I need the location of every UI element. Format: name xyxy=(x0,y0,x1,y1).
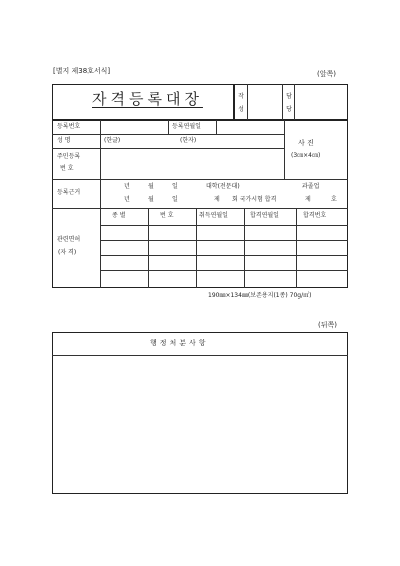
reg-date-label: 등록연월일 xyxy=(172,123,201,130)
admin-action-title: 행정처분사항 xyxy=(150,339,209,347)
basis-school: 대학(전문대) xyxy=(206,183,240,190)
basis-day-1: 일 xyxy=(172,183,178,190)
basis-dept: 과졸업 xyxy=(302,183,320,190)
admin-action-box xyxy=(52,332,348,494)
license-header-acquired: 취득연월일 xyxy=(199,212,228,219)
paper-spec: 190㎜×134㎜(보존용지(1종) 70g/㎡) xyxy=(208,292,312,299)
basis-day-2: 일 xyxy=(172,196,178,203)
photo-size-label: (3㎝×4㎝) xyxy=(291,152,321,159)
page-title: 자격등록대장 xyxy=(92,90,203,108)
resident-number-label-1: 주민등록 xyxy=(57,153,81,160)
basis-no: 제 xyxy=(305,196,311,203)
basis-year-1: 년 xyxy=(124,183,130,190)
name-korean-label: (한글) xyxy=(104,137,121,144)
form-number: [별지 제38호서식] xyxy=(53,67,111,75)
license-header-type: 종 별 xyxy=(112,212,126,219)
approval-charge-label: 담 당 xyxy=(286,93,292,113)
basis-exam: 회 국가시험 합격 xyxy=(232,196,277,203)
license-section-label-1: 관련면허 xyxy=(57,236,81,243)
basis-round: 제 xyxy=(214,196,220,203)
license-header-number: 번 호 xyxy=(160,212,174,219)
license-header-pass-no: 합격번호 xyxy=(303,212,327,219)
basis-month-1: 월 xyxy=(148,183,154,190)
reg-number-label: 등록번호 xyxy=(57,123,81,130)
basis-year-2: 년 xyxy=(124,196,130,203)
license-header-passed: 합격연월일 xyxy=(250,212,279,219)
back-side-label: (뒤쪽) xyxy=(318,321,337,329)
front-side-label: (앞쪽) xyxy=(317,70,336,78)
approval-writer-label: 작 성 xyxy=(238,93,244,113)
basis-month-2: 월 xyxy=(148,196,154,203)
basis-label: 등록근거 xyxy=(57,189,81,196)
name-hanja-label: (한자) xyxy=(180,137,197,144)
license-section-label-2: (자 격) xyxy=(58,249,77,256)
resident-number-label-2: 번 호 xyxy=(60,165,74,172)
name-label: 성 명 xyxy=(57,137,71,144)
basis-ho: 호 xyxy=(331,196,337,203)
photo-label: 사 진 xyxy=(298,139,314,147)
